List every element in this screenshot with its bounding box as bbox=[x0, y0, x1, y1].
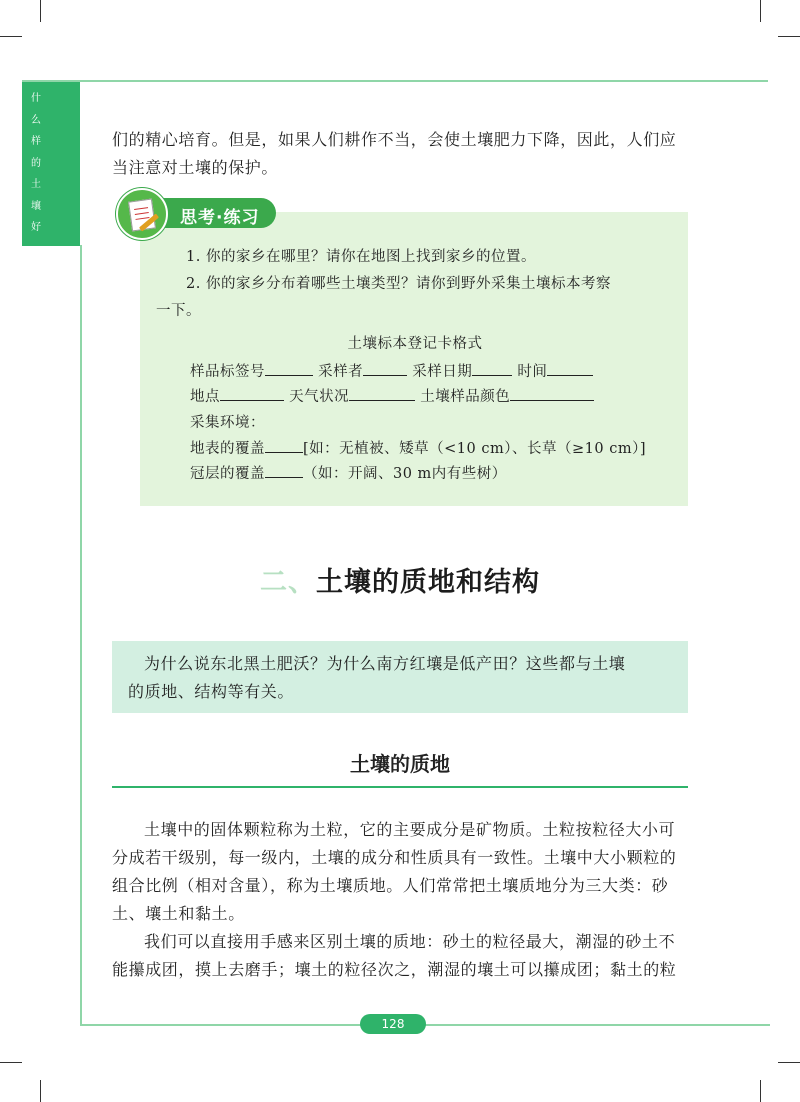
card-row-1 bbox=[190, 358, 593, 386]
crop-mark bbox=[760, 0, 761, 22]
exercise-q1: 1. 你的家乡在哪里？请你在地图上找到家乡的位置。 bbox=[186, 249, 536, 265]
section-number: 二、 bbox=[260, 567, 316, 598]
side-tab-char: 什 bbox=[31, 93, 41, 104]
crop-mark bbox=[0, 36, 22, 37]
text-line: 当注意对土壤的保护。 bbox=[112, 158, 279, 177]
side-tab-char: 壤 bbox=[31, 200, 41, 212]
field-hint: [如：无植被、矮草（<10 cm）、长草（≥10 cm）] bbox=[303, 441, 646, 457]
field-label: 土壤样品颜色 bbox=[420, 389, 511, 405]
page-number: 128 bbox=[360, 1014, 426, 1034]
blank-line bbox=[472, 359, 512, 376]
blank-line bbox=[265, 359, 313, 376]
field-label: 采样者 bbox=[318, 364, 364, 380]
crop-mark bbox=[40, 1080, 41, 1102]
text-line: 们的精心培育。但是，如果人们耕作不当，会使土壤肥力下降，因此，人们应 bbox=[112, 130, 677, 149]
body-paragraphs bbox=[112, 816, 692, 984]
crop-mark bbox=[778, 1062, 800, 1063]
crop-mark bbox=[40, 0, 41, 22]
chapter-side-tab bbox=[22, 82, 80, 246]
section-title: 土壤的质地和结构 bbox=[316, 567, 540, 598]
blank-line bbox=[265, 461, 303, 478]
section-heading bbox=[0, 560, 800, 599]
field-label: 地表的覆盖 bbox=[190, 441, 265, 457]
field-label: 地点 bbox=[190, 389, 220, 405]
card-title: 土壤标本登记卡格式 bbox=[347, 336, 483, 352]
text-line: 组合比例（相对含量），称为土壤质地。人们常常把土壤质地分为三大类：砂 bbox=[112, 876, 669, 895]
badge-pill bbox=[152, 198, 276, 228]
blank-line bbox=[363, 359, 407, 376]
badge-label: 思考·练习 bbox=[180, 208, 260, 228]
card-row-3: 采集环境： bbox=[190, 415, 265, 431]
intro-question-text bbox=[112, 650, 672, 706]
text-line: 我们可以直接用手感来区别土壤的质地：砂土的粒径最大，潮湿的砂土不 bbox=[144, 932, 676, 951]
subsection-rule bbox=[112, 786, 688, 788]
think-practice-badge bbox=[116, 188, 278, 238]
blank-line bbox=[265, 436, 303, 453]
notebook-pencil-icon bbox=[116, 188, 168, 240]
card-row-2 bbox=[190, 383, 594, 411]
frame-top-line bbox=[22, 80, 768, 82]
blank-line bbox=[349, 384, 415, 401]
blank-line bbox=[220, 384, 284, 401]
top-paragraph bbox=[112, 126, 692, 182]
side-tab-char: 土 bbox=[31, 179, 41, 190]
side-tab-char: 样 bbox=[31, 136, 41, 147]
card-row-5 bbox=[190, 460, 507, 488]
blank-line bbox=[547, 359, 593, 376]
side-tab-char: 么 bbox=[31, 114, 41, 126]
side-tab-char: 的 bbox=[31, 157, 41, 169]
field-label: 时间 bbox=[517, 364, 548, 380]
field-label: 样品标签号 bbox=[190, 364, 265, 380]
text-line: 能攥成团，摸上去磨手；壤土的粒径次之，潮湿的壤土可以攥成团；黏土的粒 bbox=[112, 960, 677, 979]
text-line: 土壤中的固体颗粒称为土粒，它的主要成分是矿物质。土粒按粒径大小可 bbox=[144, 820, 676, 839]
frame-left-line bbox=[80, 245, 82, 1025]
crop-mark bbox=[778, 36, 800, 37]
field-label: 冠层的覆盖 bbox=[190, 466, 265, 482]
exercise-q2-line2: 一下。 bbox=[156, 303, 201, 319]
card-row-4 bbox=[190, 435, 646, 463]
field-label: 采样日期 bbox=[412, 364, 473, 380]
text-line: 土、壤土和黏土。 bbox=[112, 904, 245, 923]
exercise-q2-line1: 2. 你的家乡分布着哪些土壤类型？请你到野外采集土壤标本考察 bbox=[186, 276, 611, 292]
field-hint: （如：开阔、30 m内有些树） bbox=[303, 466, 507, 482]
text-line: 为什么说东北黑土肥沃？为什么南方红壤是低产田？这些都与土壤 bbox=[144, 654, 626, 673]
side-tab-char: 好 bbox=[31, 222, 41, 233]
text-line: 的质地、结构等有关。 bbox=[128, 682, 295, 701]
field-label: 天气状况 bbox=[289, 389, 350, 405]
blank-line bbox=[510, 384, 594, 401]
crop-mark bbox=[0, 1062, 22, 1063]
text-line: 分成若干级别，每一级内，土壤的成分和性质具有一致性。土壤中大小颗粒的 bbox=[112, 848, 677, 867]
crop-mark bbox=[760, 1080, 761, 1102]
subsection-title: 土壤的质地 bbox=[350, 752, 450, 776]
